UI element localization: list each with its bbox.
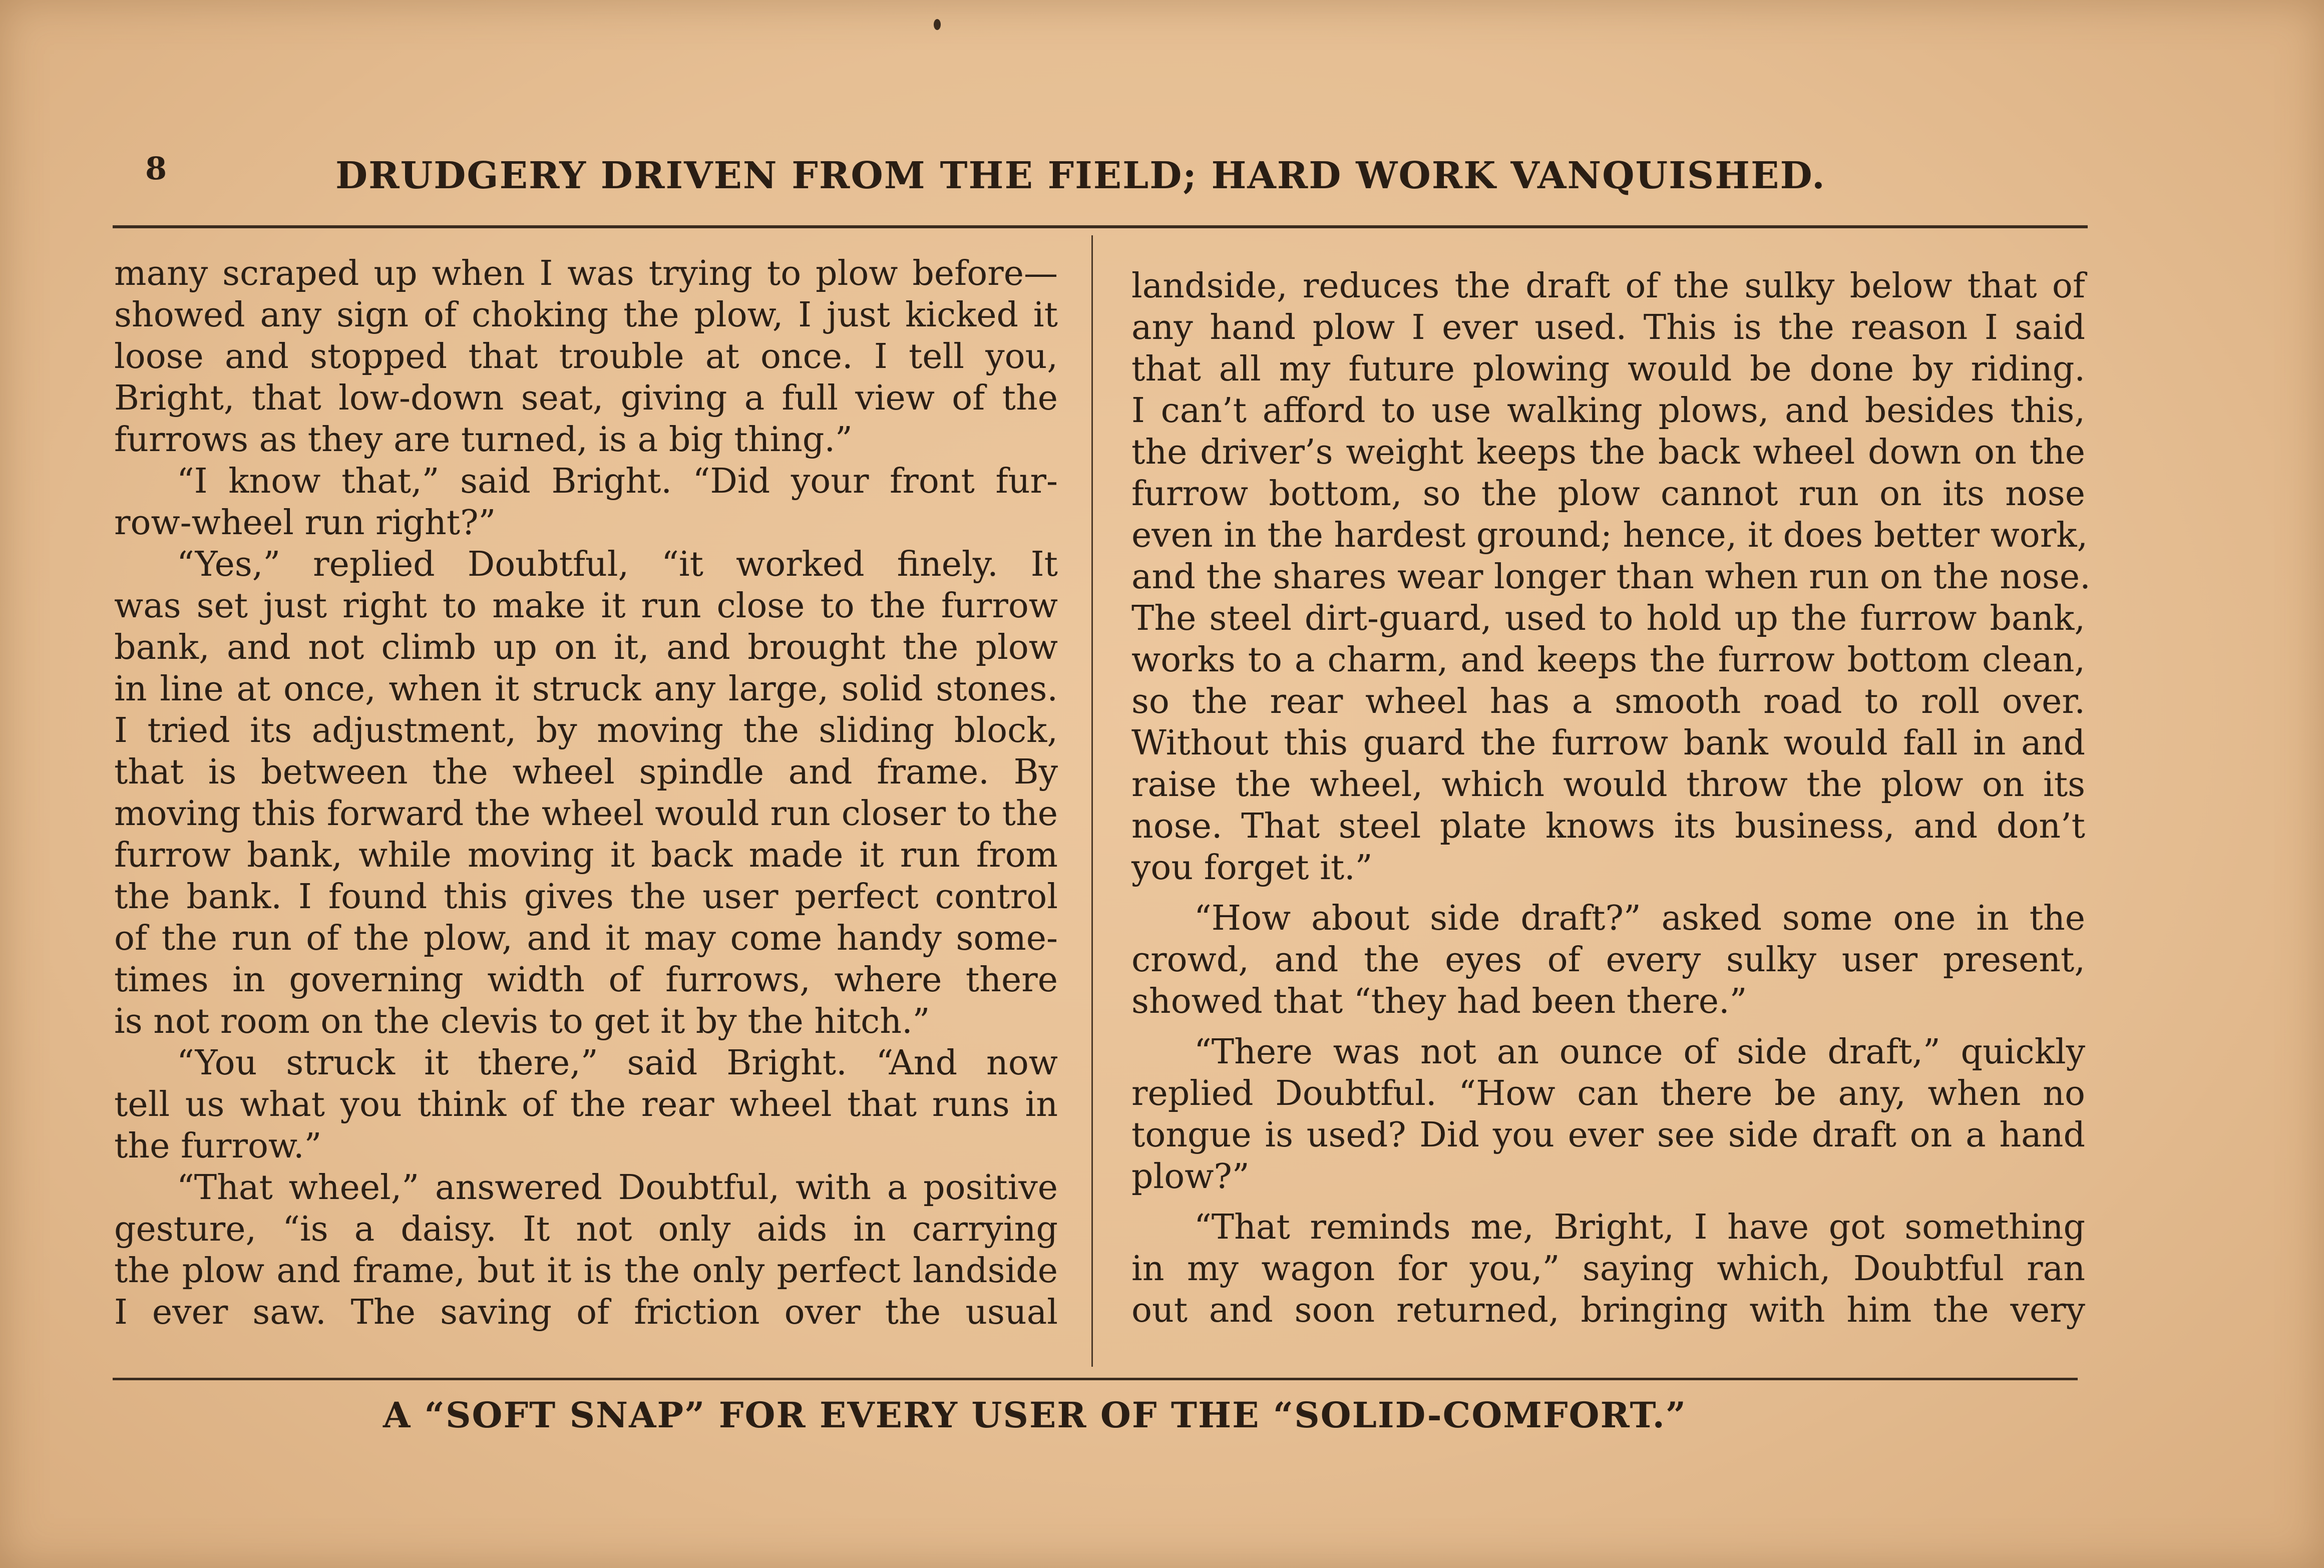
text-line: the plow and frame, but it is the only perfect landside: [114, 1251, 1058, 1291]
text-line: times in governing width of furrows, where there: [114, 960, 1058, 1000]
column-divider: [1091, 235, 1093, 1367]
text-line: furrows as they are turned, is a big thing.”: [114, 420, 853, 460]
text-line: tell us what you think of the rear wheel that runs in: [114, 1085, 1058, 1124]
text-line: plow?”: [1131, 1157, 1250, 1197]
text-line: showed that “they had been there.”: [1131, 982, 1747, 1021]
text-line: was set just right to make it run close to the furrow: [114, 586, 1058, 626]
text-line: in line at once, when it struck any large, solid stones.: [114, 669, 1058, 709]
footer-rule: [113, 1378, 2078, 1380]
text-line: of the run of the plow, and it may come handy some-: [114, 919, 1058, 958]
text-line: bank, and not climb up on it, and brought the plow: [114, 628, 1058, 667]
right-column: [1131, 265, 2091, 1331]
text-line: even in the hardest ground; hence, it does better work,: [1131, 516, 2088, 555]
text-line: that is between the wheel spindle and frame. By: [114, 752, 1058, 792]
text-line: works to a charm, and keeps the furrow bottom clean,: [1131, 640, 2085, 680]
text-line: replied Doubtful. “How can there be any, when no: [1131, 1074, 2085, 1113]
text-line: “I know that,” said Bright. “Did your front fur-: [177, 462, 1058, 501]
text-line: I ever saw. The saving of friction over the usual: [114, 1293, 1058, 1332]
text-line: that all my future plowing would be done by riding.: [1131, 349, 2085, 389]
text-line: Bright, that low-down seat, giving a full view of the: [114, 378, 1058, 418]
running-head-title: DRUDGERY DRIVEN FROM THE FIELD; HARD WORK VANQUISHED.: [335, 154, 1826, 197]
text-line: “That wheel,” answered Doubtful, with a positive: [177, 1168, 1058, 1208]
text-line: the furrow.”: [114, 1126, 322, 1166]
text-line: “That reminds me, Bright, I have got something: [1194, 1208, 2085, 1247]
text-line: you forget it.”: [1131, 848, 1373, 888]
text-line: crowd, and the eyes of every sulky user present,: [1131, 940, 2085, 980]
text-line: “You struck it there,” said Bright. “And now: [177, 1043, 1058, 1083]
text-line: nose. That steel plate knows its business, and don’t: [1131, 807, 2085, 846]
text-line: I can’t afford to use walking plows, and besides this,: [1131, 391, 2085, 431]
text-line: is not room on the clevis to get it by the hitch.”: [114, 1002, 930, 1041]
text-line: the driver’s weight keeps the back wheel down on the: [1131, 433, 2085, 472]
text-line: out and soon returned, bringing with him the very: [1131, 1291, 2085, 1330]
text-line: landside, reduces the draft of the sulky below that of: [1131, 266, 2085, 306]
text-line: Without this guard the furrow bank would fall in and: [1131, 723, 2085, 763]
text-line: “There was not an ounce of side draft,” quickly: [1194, 1032, 2085, 1072]
page-number: 8: [145, 150, 167, 187]
text-line: “Yes,” replied Doubtful, “it worked finely. It: [177, 545, 1058, 584]
text-line: the bank. I found this gives the user perfect control: [114, 877, 1058, 917]
text-line: many scraped up when I was trying to plow before—: [114, 254, 1058, 293]
text-line: so the rear wheel has a smooth road to roll over.: [1131, 682, 2085, 721]
ink-speck: [934, 19, 941, 30]
text-line: “How about side draft?” asked some one in the: [1194, 899, 2085, 938]
text-line: showed any sign of choking the plow, I just kicked it: [114, 295, 1058, 335]
text-line: I tried its adjustment, by moving the sliding block,: [114, 711, 1058, 750]
text-line: The steel dirt-guard, used to hold up the furrow bank,: [1131, 599, 2085, 638]
text-line: furrow bottom, so the plow cannot run on its nose: [1131, 474, 2085, 514]
text-line: furrow bank, while moving it back made it run from: [114, 836, 1058, 875]
text-line: row-wheel run right?”: [114, 503, 496, 543]
text-line: loose and stopped that trouble at once. I tell you,: [114, 337, 1058, 376]
footer-slogan: A “SOFT SNAP” FOR EVERY USER OF THE “SOLID-COMFORT.”: [383, 1394, 1687, 1436]
text-line: moving this forward the wheel would run closer to the: [114, 794, 1058, 834]
header-rule: [113, 225, 2088, 228]
text-line: and the shares wear longer than when run on the nose.: [1131, 557, 2091, 597]
text-line: raise the wheel, which would throw the plow on its: [1131, 765, 2085, 805]
text-line: tongue is used? Did you ever see side draft on a hand: [1131, 1115, 2085, 1155]
text-line: any hand plow I ever used. This is the reason I said: [1131, 308, 2085, 347]
text-line: gesture, “is a daisy. It not only aids in carrying: [114, 1210, 1058, 1249]
left-column: [114, 253, 1058, 1333]
text-line: in my wagon for you,” saying which, Doubtful ran: [1131, 1249, 2085, 1289]
